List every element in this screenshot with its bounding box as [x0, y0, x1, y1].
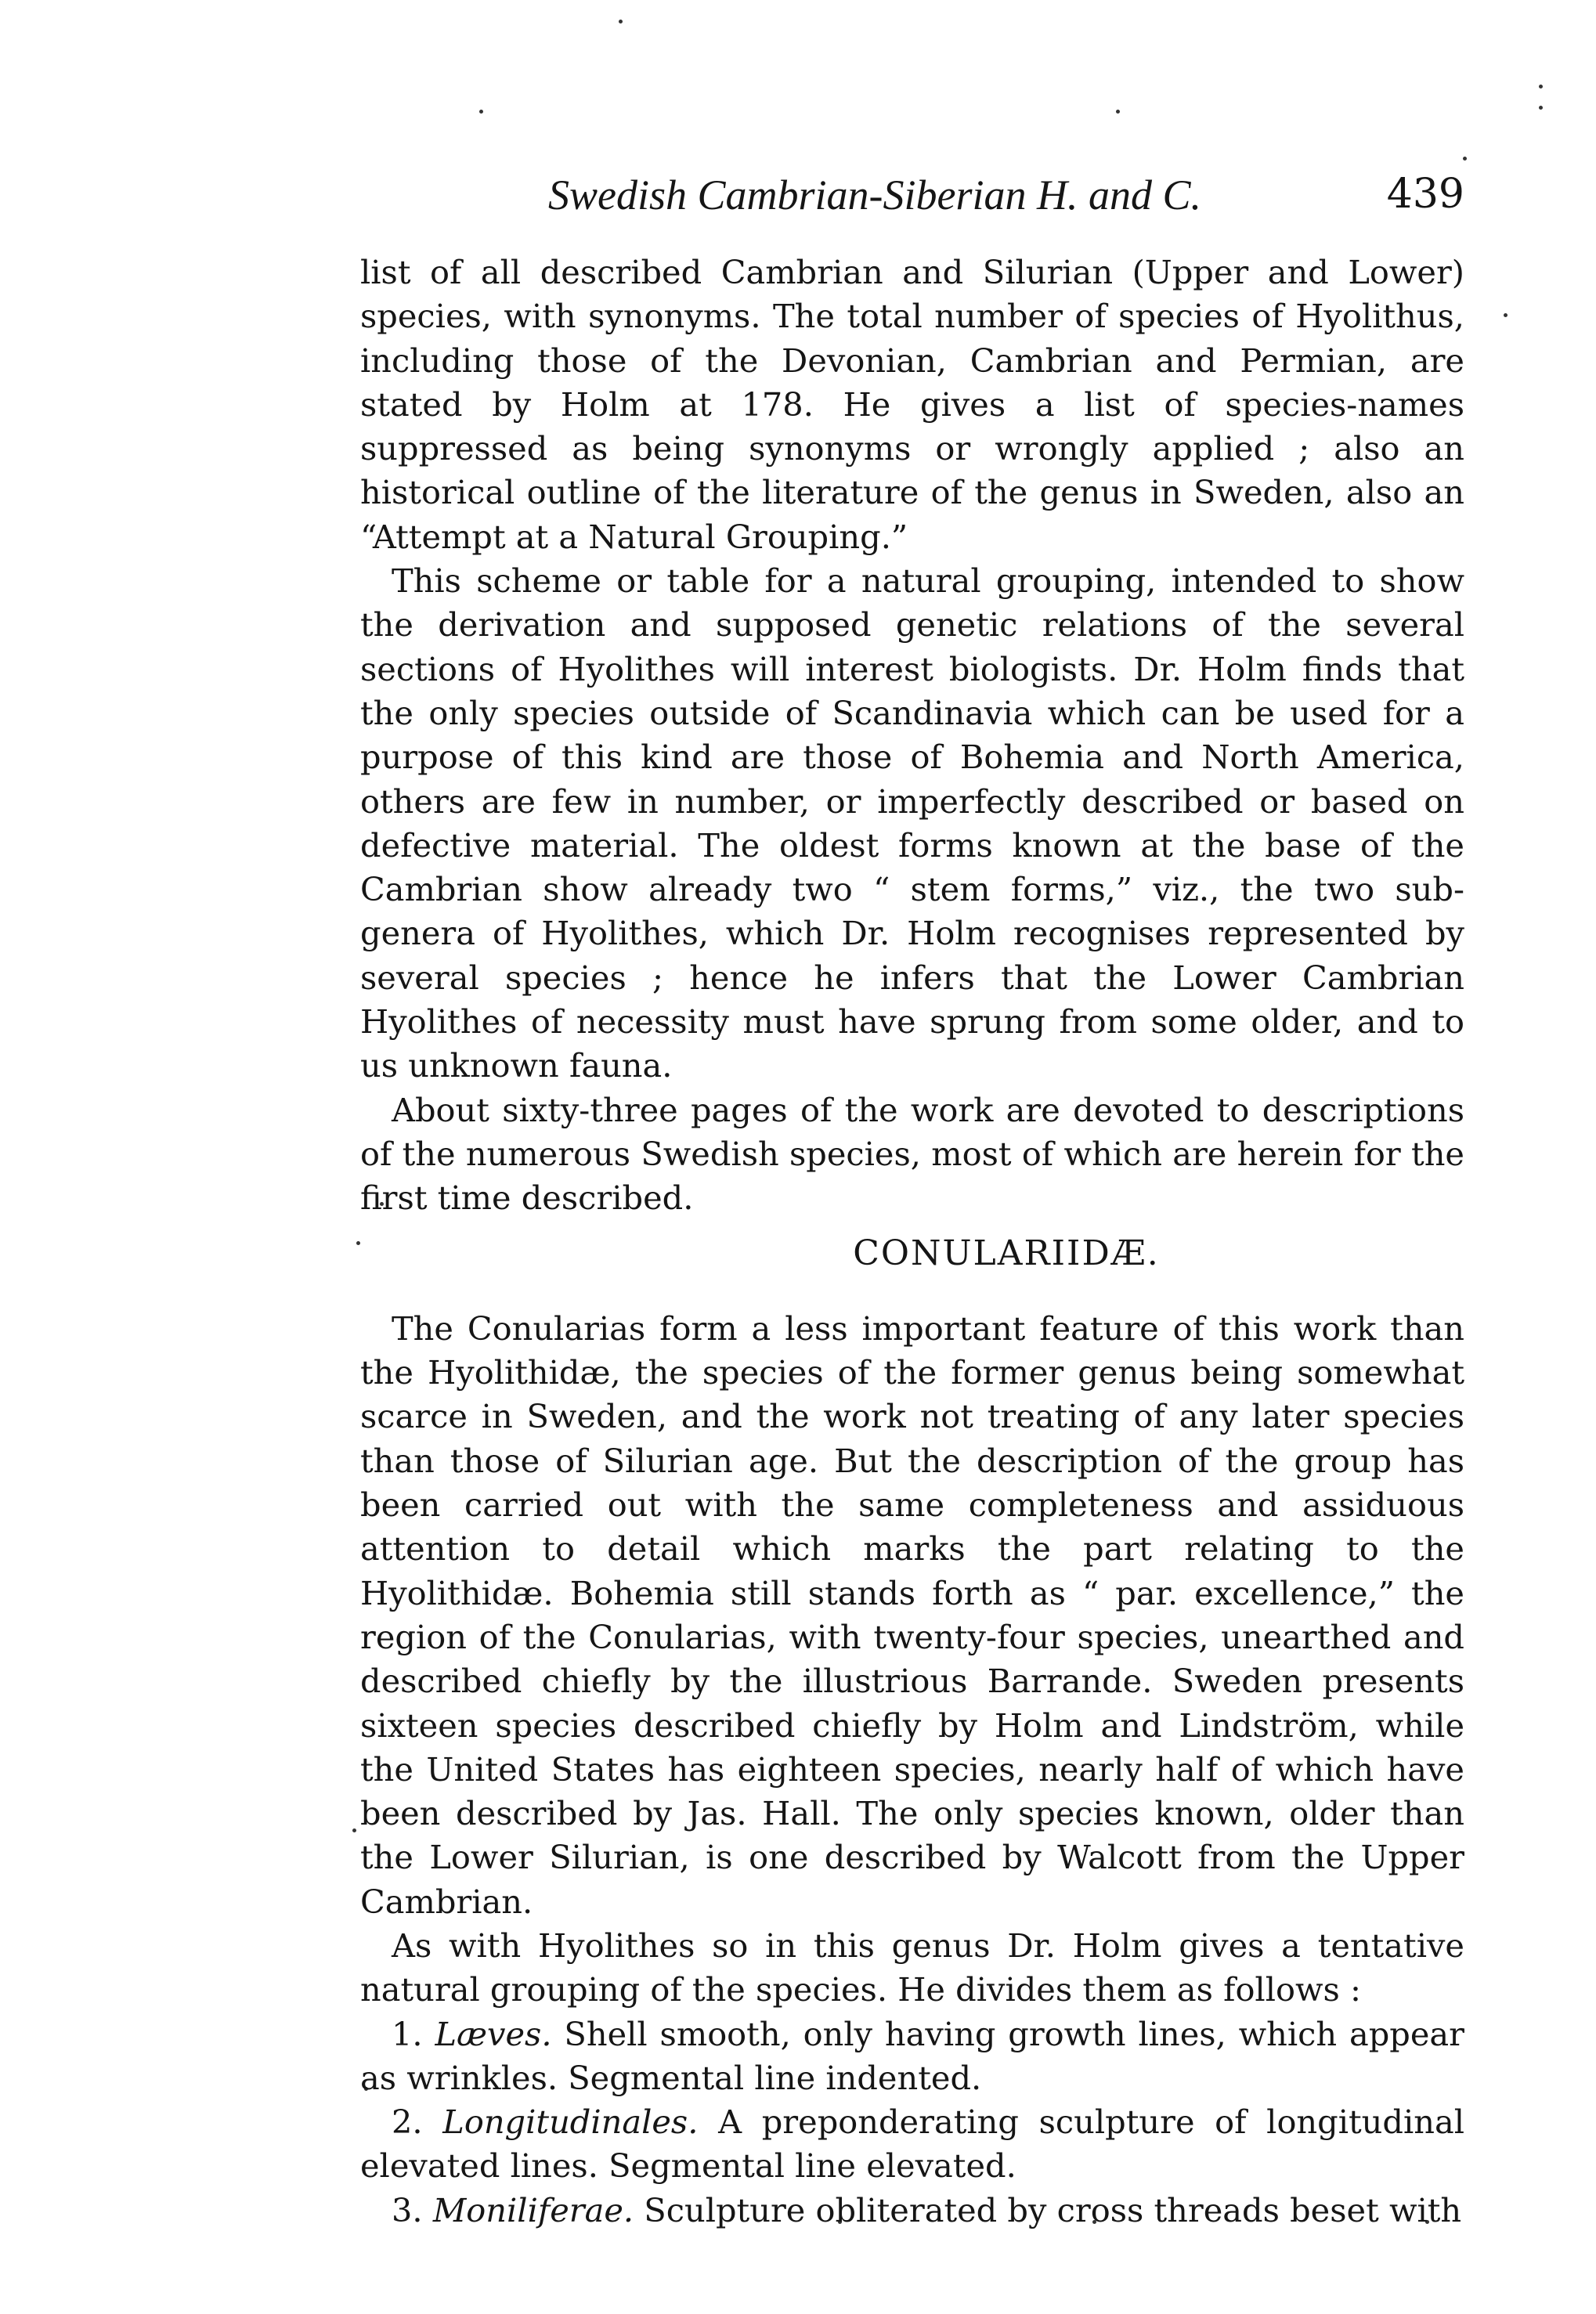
- group-name: Longitudinales.: [442, 2103, 699, 2142]
- group-number: 2.: [392, 2103, 423, 2142]
- group-description: Sculpture obliterated by cross threads beset with: [644, 2190, 1462, 2229]
- list-item: [360, 2100, 1464, 2189]
- list-item: [360, 2013, 1464, 2101]
- page-body: [360, 251, 1464, 2233]
- running-header: [360, 164, 1464, 227]
- section-heading-conulariidae: CONULARIIDÆ.: [853, 1233, 1160, 1273]
- group-description: A preponderating sculpture of longitudinal elevated lines. Segmental line elevated.: [360, 2103, 1464, 2186]
- list-item: [360, 2189, 1464, 2233]
- group-number: 1.: [392, 2014, 423, 2053]
- paragraph-swedish-species: About sixty-three pages of the work are devoted to descriptions of the numerous Swedish species, most of which are herein for the first time described.: [360, 1090, 1464, 1218]
- page-number: 439: [1386, 171, 1464, 218]
- running-title: Swedish Cambrian-Siberian H. and C.: [548, 171, 1202, 218]
- group-number: 3.: [392, 2190, 423, 2229]
- paragraph-tentative-grouping: As with Hyolithes so in this genus Dr. Holm gives a tentative natural grouping of the species. He divides them as follows :: [360, 1926, 1464, 2009]
- group-name: Læves.: [435, 2014, 552, 2053]
- paragraph-continuation: list of all described Cambrian and Silurian (Upper and Lower) species, with synonyms. The total number of species of Hyolithus, including those of the Devonian, Cambrian and Permian, are stated by Holm at 178. He gives a list of species-names suppressed as being synonyms or wrongly applied ; also an historical outline of the literature of the genus in Sweden, also an “Attempt at a Natural Grouping.”: [360, 253, 1464, 556]
- group-description: Shell smooth, only having growth lines, which appear as wrinkles. Segmental line indented.: [360, 2014, 1464, 2097]
- group-name: Moniliferae.: [432, 2190, 634, 2229]
- paragraph-conularias: The Conularias form a less important feature of this work than the Hyolithidæ, the species of the former genus being somewhat scarce in Sweden, and the work not treating of any later species than those of Silurian age. But the description of the group has been carried out with the same completeness and assiduous attention to detail which marks the part relating to the Hyolithidæ. Bohemia still stands forth as “ par. excellence,” the region of the Conularias, with twenty-four species, unearthed and described chiefly by the illustrious Barrande. Sweden presents sixteen species described chiefly by Holm and Lindström, while the United States has eighteen species, nearly half of which have been described by Jas. Hall. The only species known, older than the Lower Silurian, is one described by Walcott from the Upper Cambrian.: [360, 1309, 1464, 1921]
- paragraph-natural-grouping: This scheme or table for a natural grouping, intended to show the derivation and supposed genetic relations of the several sections of Hyolithes will interest biologists. Dr. Holm finds that the only species outside of Scandinavia which can be used for a purpose of this kind are those of Bohemia and North America, others are few in number, or imperfectly described or based on defective material. The oldest forms known at the base of the Cambrian show already two “ stem forms,” viz., the two sub-genera of Hyolithes, which Dr. Holm recognises represented by several species ; hence he infers that the Lower Cambrian Hyolithes of necessity must have sprung from some older, and to us unknown fauna.: [360, 561, 1464, 1085]
